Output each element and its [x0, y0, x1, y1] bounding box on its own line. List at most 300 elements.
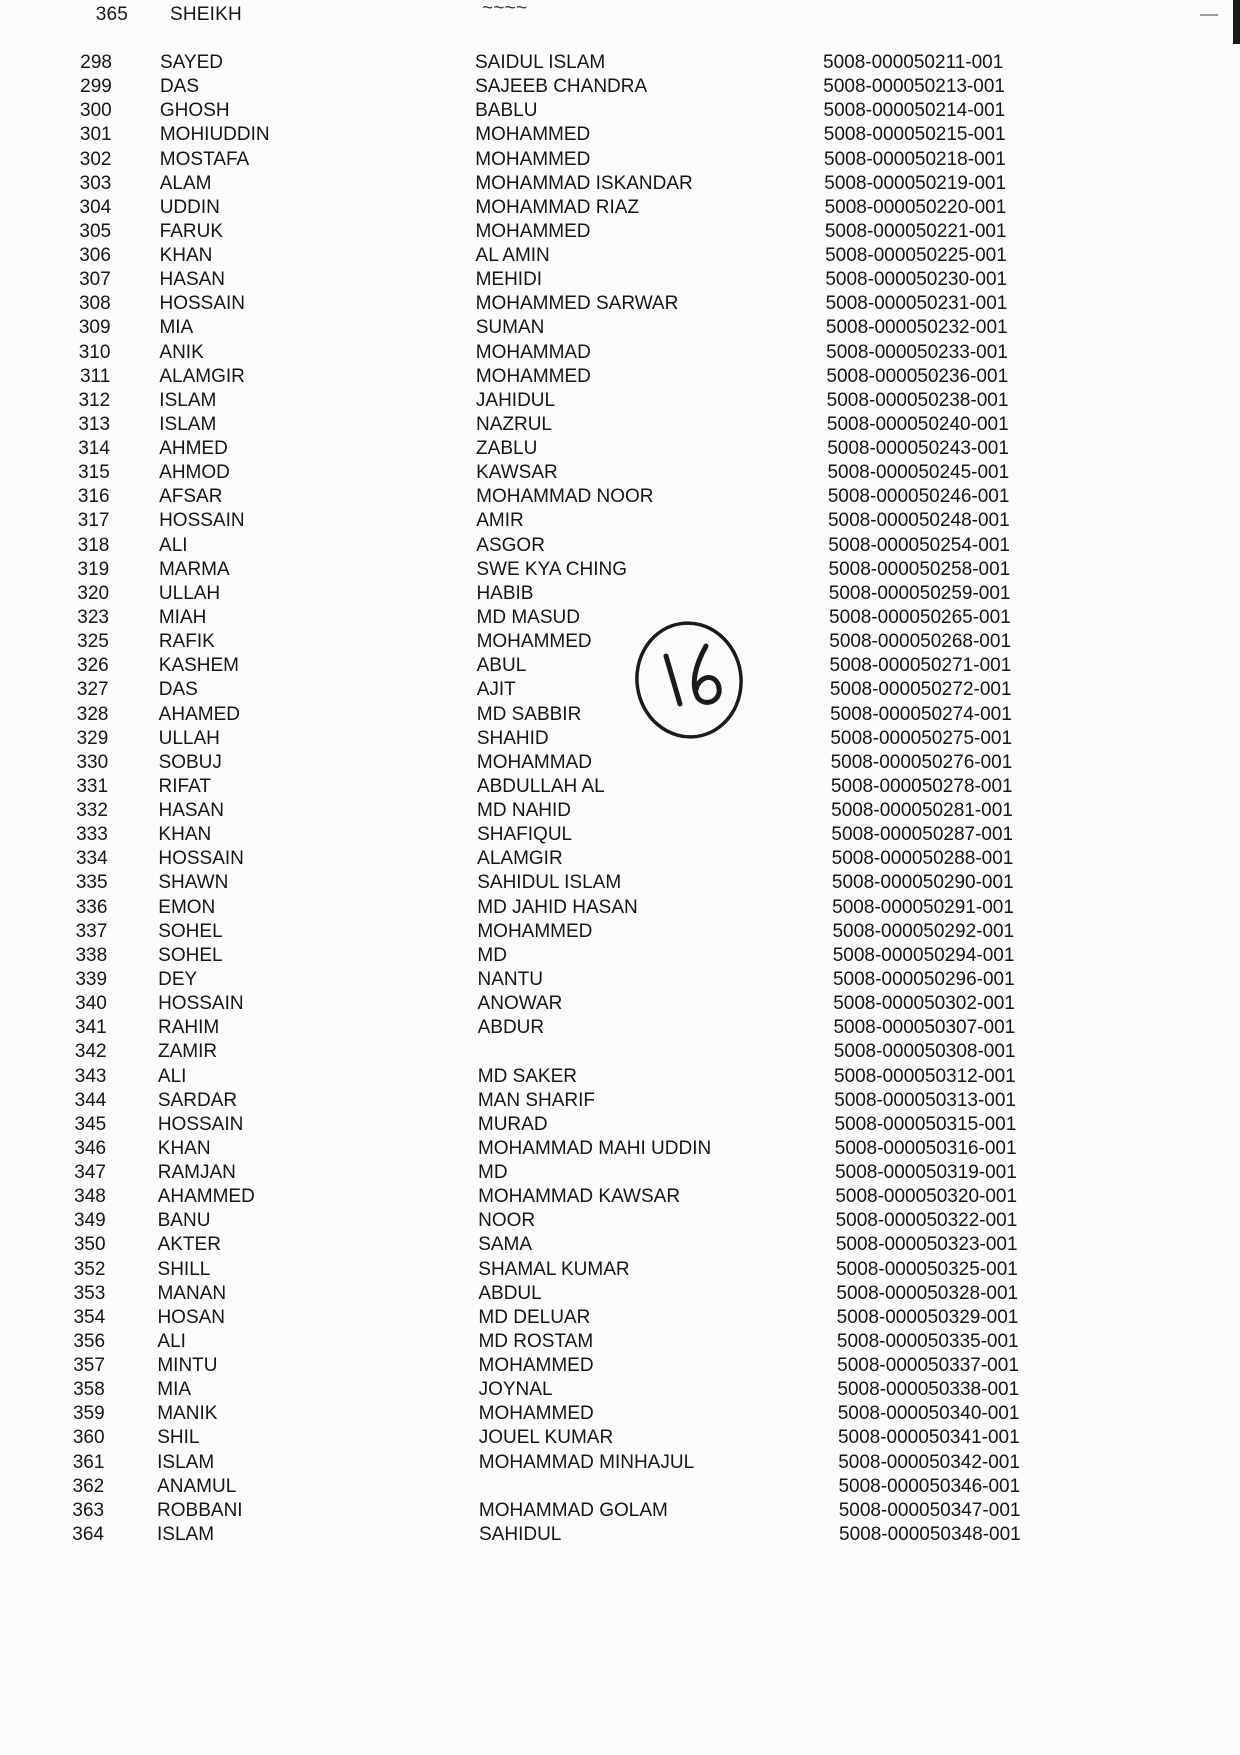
surname: BANU	[157, 1210, 211, 1231]
surname: ULLAH	[158, 583, 221, 604]
surname: SHILL	[157, 1259, 211, 1280]
surname: AFSAR	[159, 486, 223, 507]
table-row	[0, 510, 1240, 536]
row-number: 365	[95, 4, 128, 25]
surname: SOHEL	[158, 945, 223, 966]
given-name: MOHAMMED	[478, 1403, 594, 1424]
surname: UDDIN	[159, 197, 220, 218]
given-name: ZABLU	[476, 438, 538, 459]
record-id: 5008-000050329-001	[836, 1307, 1019, 1328]
record-id: 5008-000050268-001	[829, 631, 1012, 652]
table-row	[0, 1524, 1240, 1550]
record-id: 5008-000050342-001	[838, 1452, 1020, 1473]
surname: HASAN	[158, 800, 224, 821]
record-id: 5008-000050238-001	[826, 390, 1009, 411]
row-number: 344	[74, 1090, 107, 1111]
table-row	[0, 293, 1240, 319]
row-number: 302	[79, 149, 112, 170]
given-name: MURAD	[477, 1114, 548, 1135]
given-name: MOHAMMED	[476, 631, 592, 652]
row-number: 319	[77, 559, 110, 580]
record-id: 5008-000050213-001	[823, 76, 1005, 97]
given-name: NOOR	[478, 1210, 536, 1231]
given-name: MD MASUD	[476, 607, 580, 628]
table-row	[0, 269, 1240, 295]
record-id: 5008-000050215-001	[823, 124, 1006, 145]
record-id: 5008-000050315-001	[834, 1114, 1017, 1135]
table-row	[0, 800, 1240, 826]
surname: HOSSAIN	[157, 1114, 244, 1135]
surname: MANAN	[157, 1283, 227, 1304]
record-id: 5008-000050214-001	[823, 100, 1006, 121]
row-number: 311	[79, 366, 111, 387]
row-number: 306	[79, 245, 111, 266]
table-row	[0, 342, 1240, 368]
given-name: MD ROSTAM	[478, 1331, 594, 1352]
record-id: 5008-000050240-001	[826, 414, 1009, 435]
record-id: 5008-000050276-001	[830, 752, 1013, 773]
surname: SHAWN	[158, 872, 229, 893]
row-number: 348	[74, 1186, 106, 1207]
row-number: 328	[76, 704, 109, 725]
row-number: 335	[75, 872, 108, 893]
surname: ISLAM	[157, 1524, 215, 1545]
table-row	[0, 486, 1240, 512]
row-number: 331	[76, 776, 109, 797]
table-row	[0, 583, 1240, 609]
table-row	[0, 752, 1240, 778]
row-number: 312	[78, 390, 111, 411]
table-row	[0, 1186, 1240, 1212]
row-number: 338	[75, 945, 108, 966]
table-row	[0, 559, 1240, 585]
table-row	[0, 969, 1240, 995]
table-row	[0, 1500, 1240, 1526]
record-id: 5008-000050322-001	[835, 1210, 1018, 1231]
surname: MIAH	[158, 607, 207, 628]
record-id: 5008-000050225-001	[825, 245, 1007, 266]
record-id: 5008-000050312-001	[834, 1066, 1016, 1087]
given-name: SAHIDUL ISLAM	[477, 872, 622, 893]
record-id: 5008-000050325-001	[836, 1259, 1018, 1280]
table-row	[0, 655, 1240, 681]
record-id: 5008-000050348-001	[839, 1524, 1021, 1545]
record-id: 5008-000050272-001	[829, 679, 1012, 700]
record-id: 5008-000050307-001	[833, 1017, 1016, 1038]
given-name: ABDUL	[478, 1283, 542, 1304]
surname: SHIL	[157, 1427, 200, 1448]
row-number: 359	[72, 1403, 105, 1424]
given-name: NAZRUL	[475, 414, 552, 435]
record-id: 5008-000050335-001	[836, 1331, 1019, 1352]
handwritten-circled-number-stamp	[626, 616, 754, 744]
table-row	[0, 317, 1240, 343]
row-number: 334	[75, 848, 108, 869]
row-number: 343	[74, 1066, 107, 1087]
row-number: 347	[74, 1162, 106, 1183]
record-id: 5008-000050287-001	[831, 824, 1014, 845]
record-id: 5008-000050218-001	[824, 149, 1006, 170]
record-id: 5008-000050281-001	[831, 800, 1013, 821]
row-number: 309	[78, 317, 111, 338]
table-row	[0, 414, 1240, 440]
row-number: 340	[75, 993, 107, 1014]
table-row	[0, 462, 1240, 488]
table-row	[0, 366, 1240, 392]
record-id: 5008-000050211-001	[823, 52, 1004, 73]
given-name: MOHAMMAD	[476, 752, 592, 773]
surname: ALI	[157, 1331, 186, 1352]
surname: HOSSAIN	[159, 293, 246, 314]
row-number: 317	[77, 510, 110, 531]
given-name: MOHAMMED	[475, 221, 591, 242]
table-row	[0, 535, 1240, 561]
surname: ANAMUL	[157, 1476, 237, 1497]
row-number: 360	[72, 1427, 105, 1448]
row-number: 310	[78, 342, 111, 363]
given-name: MOHAMMED	[475, 366, 591, 387]
surname: MARMA	[158, 559, 230, 580]
table-row	[0, 607, 1240, 633]
surname: ISLAM	[159, 390, 217, 411]
surname: AHAMED	[158, 704, 240, 725]
given-name: ABDUR	[477, 1017, 545, 1038]
record-id: 5008-000050232-001	[825, 317, 1008, 338]
record-id: 5008-000050246-001	[827, 486, 1010, 507]
surname: ALI	[157, 1066, 187, 1087]
surname: AHMOD	[159, 462, 230, 483]
table-row	[0, 173, 1240, 199]
given-name: SAHIDUL	[479, 1524, 562, 1545]
row-number: 320	[77, 583, 110, 604]
surname: EMON	[158, 897, 216, 918]
record-id: 5008-000050341-001	[837, 1427, 1020, 1448]
record-id: 5008-000050294-001	[832, 945, 1015, 966]
surname: DAS	[158, 679, 198, 700]
given-name: MOHAMMAD RIAZ	[475, 197, 639, 218]
given-name: MEHIDI	[475, 269, 543, 290]
given-name: SUMAN	[475, 317, 545, 338]
surname: KHAN	[158, 824, 212, 845]
record-id: 5008-000050231-001	[825, 293, 1008, 314]
table-row	[0, 848, 1240, 874]
record-id: 5008-000050313-001	[834, 1090, 1016, 1111]
row-number: 300	[80, 100, 112, 121]
record-id: 5008-000050347-001	[838, 1500, 1021, 1521]
surname: HOSAN	[157, 1307, 226, 1328]
table-row	[0, 149, 1240, 175]
given-name: MD NAHID	[477, 800, 571, 821]
given-name: MOHAMMED	[475, 149, 591, 170]
record-id: 5008-000050230-001	[825, 269, 1008, 290]
record-id: 5008-000050271-001	[829, 655, 1012, 676]
given-name: MOHAMMAD NOOR	[476, 486, 654, 507]
cut-off-text: ~~~~	[482, 0, 528, 19]
row-number: 303	[79, 173, 112, 194]
surname: MIA	[159, 317, 194, 338]
given-name: MOHAMMED	[478, 1355, 594, 1376]
record-id: 5008-000050243-001	[827, 438, 1009, 459]
surname: SHEIKH	[170, 4, 242, 25]
given-name: MOHAMMAD ISKANDAR	[475, 173, 693, 194]
surname: ULLAH	[158, 728, 220, 749]
row-number: 314	[78, 438, 110, 459]
record-id: 5008-000050319-001	[835, 1162, 1017, 1183]
given-name: SHAHID	[476, 728, 549, 749]
record-id: 5008-000050291-001	[832, 897, 1014, 918]
table-row	[0, 1066, 1240, 1092]
record-id: 5008-000050328-001	[836, 1283, 1019, 1304]
given-name: NANTU	[477, 969, 543, 990]
surname: SOBUJ	[158, 752, 222, 773]
row-number: 313	[78, 414, 111, 435]
given-name: ANOWAR	[477, 993, 563, 1014]
given-name: MD	[477, 945, 507, 966]
table-row	[0, 1041, 1240, 1067]
surname: SOHEL	[158, 921, 223, 942]
row-number: 352	[73, 1259, 106, 1280]
table-row	[0, 776, 1240, 802]
table-row	[0, 1114, 1240, 1140]
row-number: 349	[74, 1210, 106, 1231]
given-name: KAWSAR	[476, 462, 558, 483]
row-number: 357	[73, 1355, 105, 1376]
row-number: 337	[75, 921, 108, 942]
row-number: 341	[75, 1017, 107, 1038]
row-number: 332	[76, 800, 108, 821]
record-id: 5008-000050288-001	[831, 848, 1014, 869]
table-row	[0, 1452, 1240, 1478]
table-row	[0, 1283, 1240, 1309]
given-name: JAHIDUL	[475, 390, 556, 411]
table-row	[0, 1379, 1240, 1405]
record-id: 5008-000050221-001	[824, 221, 1007, 242]
record-id: 5008-000050220-001	[824, 197, 1007, 218]
surname: FARUK	[159, 221, 223, 242]
table-row	[0, 76, 1240, 102]
surname: AHAMMED	[157, 1186, 255, 1207]
record-id: 5008-000050340-001	[837, 1403, 1020, 1424]
given-name: SAIDUL ISLAM	[475, 52, 606, 73]
surname: RAMJAN	[157, 1162, 236, 1183]
table-row	[0, 1234, 1240, 1260]
table-row	[0, 631, 1240, 657]
given-name: ASGOR	[476, 535, 545, 556]
surname: ALAMGIR	[159, 366, 245, 387]
row-number: 361	[72, 1452, 105, 1473]
record-id: 5008-000050259-001	[828, 583, 1011, 604]
given-name: MD	[478, 1162, 508, 1183]
record-id: 5008-000050254-001	[828, 535, 1010, 556]
record-id: 5008-000050274-001	[830, 704, 1012, 725]
row-number: 326	[77, 655, 109, 676]
given-name: MD JAHID HASAN	[477, 897, 638, 918]
table-row	[0, 1403, 1240, 1429]
table-row	[0, 1259, 1240, 1285]
table-row	[0, 245, 1240, 271]
table-row	[0, 1427, 1240, 1453]
surname: KASHEM	[158, 655, 240, 676]
surname: DAS	[159, 76, 200, 97]
row-number: 356	[73, 1331, 106, 1352]
surname: RIFAT	[158, 776, 211, 797]
record-id: 5008-000050236-001	[826, 366, 1009, 387]
surname: HASAN	[159, 269, 226, 290]
surname: ALI	[159, 535, 188, 556]
row-number: 339	[75, 969, 108, 990]
row-number: 354	[73, 1307, 106, 1328]
given-name: SHAMAL KUMAR	[478, 1259, 630, 1280]
surname: MIA	[157, 1379, 192, 1400]
record-id: 5008-000050308-001	[833, 1041, 1016, 1062]
record-id: 5008-000050290-001	[831, 872, 1014, 893]
given-name: MOHAMMAD GOLAM	[478, 1500, 668, 1521]
row-number: 346	[74, 1138, 107, 1159]
given-name: SHAFIQUL	[477, 824, 573, 845]
surname: GHOSH	[159, 100, 230, 121]
table-row	[0, 1476, 1240, 1502]
table-row	[0, 921, 1240, 947]
surname: SARDAR	[157, 1090, 238, 1111]
surname: SAYED	[160, 52, 224, 73]
given-name: ABDULLAH AL	[476, 776, 605, 797]
surname: ISLAM	[157, 1452, 215, 1473]
surname: MINTU	[157, 1355, 218, 1376]
row-number: 307	[79, 269, 111, 290]
table-row	[0, 824, 1240, 850]
row-number: 308	[78, 293, 111, 314]
record-id: 5008-000050275-001	[830, 728, 1013, 749]
surname: HOSSAIN	[159, 510, 245, 531]
surname: RAHIM	[158, 1017, 220, 1038]
row-number: 358	[73, 1379, 105, 1400]
given-name: MOHAMMAD MAHI UDDIN	[477, 1138, 712, 1159]
row-number: 299	[80, 76, 112, 97]
surname: ZAMIR	[157, 1041, 218, 1062]
given-name: MOHAMMED	[475, 124, 591, 145]
surname: AHMED	[159, 438, 228, 459]
given-name: MD DELUAR	[478, 1307, 591, 1328]
given-name: JOYNAL	[478, 1379, 553, 1400]
surname: ANIK	[159, 342, 204, 363]
row-number: 318	[77, 535, 110, 556]
row-number: 333	[76, 824, 108, 845]
row-number: 327	[76, 679, 109, 700]
table-row	[0, 100, 1240, 126]
given-name: ABUL	[476, 655, 527, 676]
surname: KHAN	[159, 245, 213, 266]
given-name: SAJEEB CHANDRA	[475, 76, 648, 97]
row-number: 329	[76, 728, 109, 749]
record-id: 5008-000050323-001	[835, 1234, 1018, 1255]
row-number: 345	[74, 1114, 107, 1135]
table-row	[0, 52, 1240, 78]
row-number: 301	[79, 124, 112, 145]
row-number: 305	[79, 221, 112, 242]
record-id: 5008-000050346-001	[838, 1476, 1021, 1497]
record-id: 5008-000050316-001	[834, 1138, 1017, 1159]
record-id: 5008-000050296-001	[832, 969, 1015, 990]
table-row	[0, 1331, 1240, 1357]
table-row	[0, 679, 1240, 705]
record-id: 5008-000050233-001	[826, 342, 1008, 363]
record-id: 5008-000050302-001	[833, 993, 1015, 1014]
given-name: MOHAMMAD KAWSAR	[478, 1186, 681, 1207]
table-row	[0, 1138, 1240, 1164]
given-name: SWE KYA CHING	[476, 559, 627, 580]
row-number: 363	[72, 1500, 105, 1521]
record-id: 5008-000050337-001	[837, 1355, 1019, 1376]
table-row	[0, 1090, 1240, 1116]
record-id: 5008-000050258-001	[828, 559, 1011, 580]
table-row	[0, 124, 1240, 150]
row-number: 364	[72, 1524, 104, 1545]
given-name: MD SABBIR	[476, 704, 582, 725]
record-id: 5008-000050278-001	[830, 776, 1013, 797]
surname: MOHIUDDIN	[159, 124, 270, 145]
surname: MANIK	[157, 1403, 218, 1424]
surname: HOSSAIN	[158, 993, 244, 1014]
table-row	[0, 872, 1240, 898]
given-name: AL AMIN	[475, 245, 550, 266]
surname: MOSTAFA	[159, 149, 250, 170]
table-row	[0, 1162, 1240, 1188]
table-row	[0, 1355, 1240, 1381]
record-id: 5008-000050265-001	[829, 607, 1011, 628]
row-number: 353	[73, 1283, 106, 1304]
given-name: JOUEL KUMAR	[478, 1427, 614, 1448]
row-number: 304	[79, 197, 112, 218]
record-id: 5008-000050248-001	[827, 510, 1010, 531]
surname: KHAN	[157, 1138, 211, 1159]
table-row	[0, 993, 1240, 1019]
given-name: MAN SHARIF	[477, 1090, 595, 1111]
surname: AKTER	[157, 1234, 221, 1255]
surname: ISLAM	[159, 414, 217, 435]
table-row	[0, 1017, 1240, 1043]
table-row	[0, 1210, 1240, 1236]
row-number: 323	[77, 607, 109, 628]
given-name: MOHAMMAD MINHAJUL	[478, 1452, 695, 1473]
given-name: SAMA	[478, 1234, 533, 1255]
row-number: 325	[77, 631, 109, 652]
given-name: MD SAKER	[477, 1066, 577, 1087]
row-number: 298	[80, 52, 112, 73]
table-row	[0, 390, 1240, 416]
table-row	[0, 197, 1240, 223]
given-name: AJIT	[476, 679, 516, 700]
table-row	[0, 438, 1240, 464]
table-row	[0, 704, 1240, 730]
given-name: HABIB	[476, 583, 534, 604]
row-number: 316	[77, 486, 110, 507]
record-id: 5008-000050292-001	[832, 921, 1015, 942]
surname: RAFIK	[158, 631, 215, 652]
row-number: 330	[76, 752, 109, 773]
table-row	[0, 897, 1240, 923]
given-name: AMIR	[476, 510, 524, 531]
given-name: ALAMGIR	[477, 848, 563, 869]
row-number: 362	[72, 1476, 105, 1497]
row-number: 350	[73, 1234, 106, 1255]
surname: DEY	[158, 969, 198, 990]
record-id: 5008-000050320-001	[835, 1186, 1018, 1207]
given-name: MOHAMMED	[477, 921, 593, 942]
table-row	[0, 728, 1240, 754]
record-id: 5008-000050219-001	[824, 173, 1007, 194]
row-number: 342	[74, 1041, 107, 1062]
record-id: 5008-000050245-001	[827, 462, 1010, 483]
